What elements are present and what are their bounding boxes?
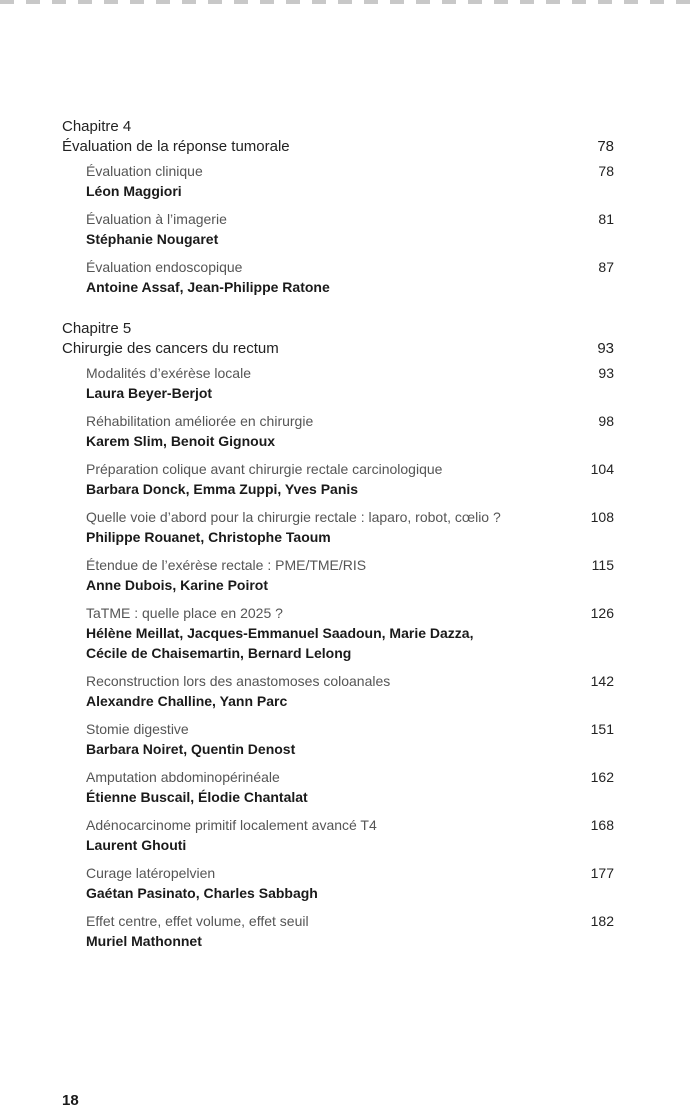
entry-page: 98 bbox=[598, 413, 614, 429]
chapter-page: 78 bbox=[597, 138, 614, 155]
entry-authors: Laurent Ghouti bbox=[86, 837, 187, 853]
toc-entry[interactable] bbox=[86, 257, 614, 297]
chapter-title: Évaluation de la réponse tumorale bbox=[62, 138, 290, 155]
entry-authors: Barbara Donck, Emma Zuppi, Yves Panis bbox=[86, 481, 359, 497]
entry-title: Évaluation endoscopique bbox=[86, 259, 243, 275]
chapter-5 bbox=[62, 319, 614, 951]
entry-authors: Hélène Meillat, Jacques-Emmanuel Saadoun, Marie Dazza, Cécile de Chaisemartin, Bernard Lelong bbox=[86, 625, 474, 661]
entry-title: Adénocarcinome primitif localement avancé T4 bbox=[86, 817, 377, 833]
entry-title: Amputation abdominopérinéale bbox=[86, 769, 280, 785]
toc-entry[interactable] bbox=[86, 555, 614, 595]
toc-entry[interactable] bbox=[86, 363, 614, 403]
entry-page: 182 bbox=[590, 913, 614, 929]
toc-entry[interactable] bbox=[86, 719, 614, 759]
entry-title: Préparation colique avant chirurgie rectale carcinologique bbox=[86, 461, 443, 477]
entry-page: 126 bbox=[590, 605, 614, 621]
entry-title: Reconstruction lors des anastomoses coloanales bbox=[86, 673, 391, 689]
entry-authors: Karem Slim, Benoit Gignoux bbox=[86, 433, 276, 449]
entry-title: Évaluation à l’imagerie bbox=[86, 211, 227, 227]
toc-entry[interactable] bbox=[86, 815, 614, 855]
entry-authors: Anne Dubois, Karine Poirot bbox=[86, 577, 269, 593]
entry-page: 104 bbox=[590, 461, 614, 477]
page-number: 18 bbox=[62, 1092, 79, 1109]
chapter-title-row[interactable] bbox=[62, 137, 614, 157]
entry-page: 115 bbox=[591, 557, 614, 573]
toc-entry[interactable] bbox=[86, 459, 614, 499]
chapter-title-row[interactable] bbox=[62, 339, 614, 359]
chapter-number: Chapitre 4 bbox=[62, 118, 132, 135]
entry-authors: Muriel Mathonnet bbox=[86, 933, 202, 949]
entry-authors: Philippe Rouanet, Christophe Taoum bbox=[86, 529, 331, 545]
chapter-page: 93 bbox=[597, 340, 614, 357]
entry-authors: Étienne Buscail, Élodie Chantalat bbox=[86, 789, 308, 805]
toc-entry[interactable] bbox=[86, 767, 614, 807]
entry-title: Effet centre, effet volume, effet seuil bbox=[86, 913, 309, 929]
entry-title: Modalités d’exérèse locale bbox=[86, 365, 251, 381]
entry-title: Réhabilitation améliorée en chirurgie bbox=[86, 413, 314, 429]
entry-title: Évaluation clinique bbox=[86, 163, 203, 179]
entry-page: 93 bbox=[598, 365, 614, 381]
entry-authors: Stéphanie Nougaret bbox=[86, 231, 219, 247]
entry-page: 162 bbox=[590, 769, 614, 785]
toc-entry[interactable] bbox=[86, 911, 614, 951]
entry-page: 177 bbox=[590, 865, 614, 881]
toc-entry[interactable] bbox=[86, 411, 614, 451]
entry-page: 142 bbox=[590, 673, 614, 689]
entry-page: 108 bbox=[590, 509, 614, 525]
entry-title: Étendue de l’exérèse rectale : PME/TME/RIS bbox=[86, 557, 367, 573]
entry-title: TaTME : quelle place en 2025 ? bbox=[86, 605, 283, 621]
entry-title: Curage latéropelvien bbox=[86, 865, 216, 881]
entry-authors: Gaétan Pasinato, Charles Sabbagh bbox=[86, 885, 318, 901]
table-of-contents bbox=[62, 117, 614, 959]
toc-entry[interactable] bbox=[86, 507, 614, 547]
entry-page: 81 bbox=[598, 211, 614, 227]
toc-entry[interactable] bbox=[86, 161, 614, 201]
chapter-entries bbox=[62, 363, 614, 951]
entry-authors: Léon Maggiori bbox=[86, 183, 182, 199]
toc-entry[interactable] bbox=[86, 603, 614, 663]
entry-authors: Barbara Noiret, Quentin Denost bbox=[86, 741, 296, 757]
entry-page: 87 bbox=[598, 259, 614, 275]
entry-page: 151 bbox=[590, 721, 614, 737]
entry-page: 168 bbox=[590, 817, 614, 833]
chapter-entries bbox=[62, 161, 614, 297]
entry-title: Stomie digestive bbox=[86, 721, 189, 737]
page-top-dashed-border bbox=[0, 0, 700, 4]
toc-entry[interactable] bbox=[86, 863, 614, 903]
entry-authors: Laura Beyer-Berjot bbox=[86, 385, 213, 401]
chapter-4 bbox=[62, 117, 614, 297]
entry-title: Quelle voie d’abord pour la chirurgie rectale : laparo, robot, cœlio ? bbox=[86, 509, 501, 525]
chapter-number: Chapitre 5 bbox=[62, 320, 132, 337]
chapter-title: Chirurgie des cancers du rectum bbox=[62, 340, 279, 357]
entry-page: 78 bbox=[598, 163, 614, 179]
entry-authors: Antoine Assaf, Jean-Philippe Ratone bbox=[86, 279, 330, 295]
entry-authors: Alexandre Challine, Yann Parc bbox=[86, 693, 288, 709]
toc-entry[interactable] bbox=[86, 209, 614, 249]
toc-entry[interactable] bbox=[86, 671, 614, 711]
